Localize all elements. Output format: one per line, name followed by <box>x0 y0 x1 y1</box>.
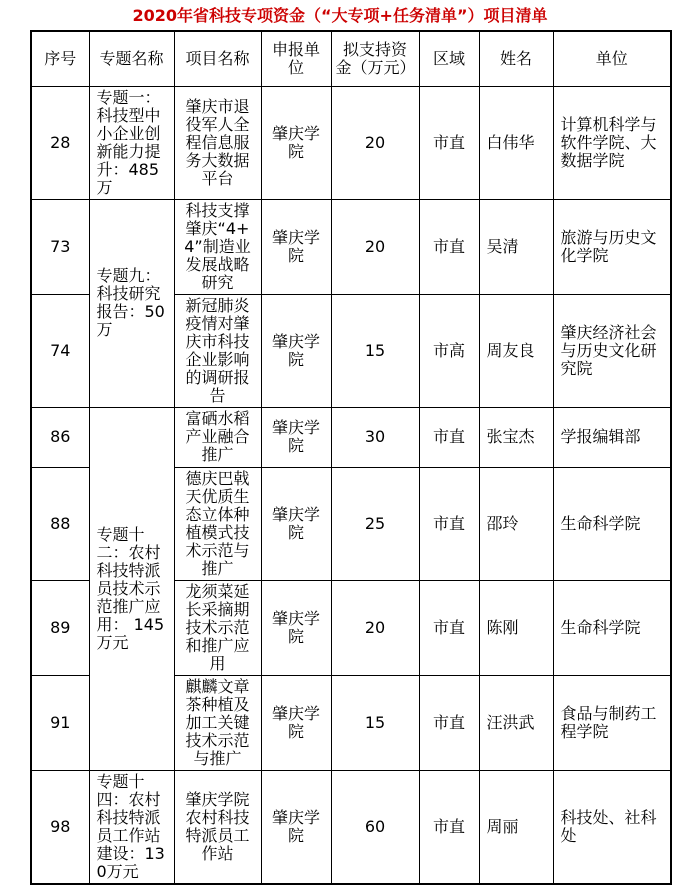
table-cell: 市直 <box>419 770 479 884</box>
header-cell-6: 姓名 <box>479 31 553 86</box>
table-cell: 麒麟文章茶种植及加工关键技术示范与推广 <box>174 675 261 770</box>
header-cell-1: 专题名称 <box>89 31 174 86</box>
table-cell: 生命科学院 <box>553 467 671 580</box>
header-cell-5: 区域 <box>419 31 479 86</box>
table-cell: 肇庆学院 <box>261 675 331 770</box>
table-cell: 市直 <box>419 407 479 467</box>
table-cell: 15 <box>331 675 419 770</box>
table-cell: 肇庆学院 <box>261 294 331 407</box>
table-row <box>31 199 671 294</box>
table-cell: 73 <box>31 199 89 294</box>
table-cell: 德庆巴戟天优质生态立体种植模式技术示范与推广 <box>174 467 261 580</box>
table-cell: 肇庆经济社会与历史文化研究院 <box>553 294 671 407</box>
table-cell: 张宝杰 <box>479 407 553 467</box>
table-cell: 市直 <box>419 86 479 199</box>
table-cell: 龙须菜延长采摘期技术示范和推广应用 <box>174 580 261 675</box>
table-cell: 白伟华 <box>479 86 553 199</box>
projects-table <box>30 30 672 885</box>
header-cell-7: 单位 <box>553 31 671 86</box>
table-cell: 肇庆学院 <box>261 407 331 467</box>
table-cell: 肇庆学院 <box>261 467 331 580</box>
table-cell: 肇庆学院 <box>261 580 331 675</box>
table-body <box>31 86 671 884</box>
table-cell: 陈刚 <box>479 580 553 675</box>
table-cell: 20 <box>331 199 419 294</box>
page-title: 2020年省科技专项资金（“大专项+任务清单”）项目清单 <box>132 6 548 25</box>
table-cell: 74 <box>31 294 89 407</box>
table-cell: 肇庆学院 <box>261 199 331 294</box>
table-cell: 科技支撑肇庆“4+4”制造业发展战略研究 <box>174 199 261 294</box>
table-cell: 15 <box>331 294 419 407</box>
table-cell: 25 <box>331 467 419 580</box>
table-cell: 60 <box>331 770 419 884</box>
table-cell: 86 <box>31 407 89 467</box>
table-cell: 市直 <box>419 199 479 294</box>
table-cell: 20 <box>331 580 419 675</box>
header-cell-4: 拟支持资金（万元） <box>331 31 419 86</box>
table-cell: 生命科学院 <box>553 580 671 675</box>
table-row <box>31 770 671 884</box>
header-cell-3: 申报单位 <box>261 31 331 86</box>
table-cell: 28 <box>31 86 89 199</box>
table-cell: 富硒水稻产业融合推广 <box>174 407 261 467</box>
table-cell: 肇庆学院 <box>261 86 331 199</box>
table-cell: 98 <box>31 770 89 884</box>
table-cell: 周丽 <box>479 770 553 884</box>
table-cell: 吴清 <box>479 199 553 294</box>
table-cell: 专题九：科技研究报告：50万 <box>89 199 174 407</box>
table-cell: 旅游与历史文化学院 <box>553 199 671 294</box>
table-row <box>31 407 671 467</box>
table-row <box>31 86 671 199</box>
table-cell: 30 <box>331 407 419 467</box>
table-cell: 汪洪武 <box>479 675 553 770</box>
table-cell: 肇庆学院农村科技特派员工作站 <box>174 770 261 884</box>
table-cell: 学报编辑部 <box>553 407 671 467</box>
table-header <box>31 31 671 86</box>
table-cell: 89 <box>31 580 89 675</box>
table-cell: 专题十四：农村科技特派员工作站建设：130万元 <box>89 770 174 884</box>
table-cell: 肇庆市退役军人全程信息服务大数据平台 <box>174 86 261 199</box>
table-cell: 肇庆学院 <box>261 770 331 884</box>
table-cell: 市直 <box>419 675 479 770</box>
table-cell: 专题十二：农村科技特派员技术示范推广应用： 145万元 <box>89 407 174 770</box>
table-cell: 20 <box>331 86 419 199</box>
table-cell: 新冠肺炎疫情对肇庆市科技企业影响的调研报告 <box>174 294 261 407</box>
header-cell-2: 项目名称 <box>174 31 261 86</box>
header-cell-0: 序号 <box>31 31 89 86</box>
table-cell: 市高 <box>419 294 479 407</box>
table-cell: 专题一：科技型中小企业创新能力提升：485万 <box>89 86 174 199</box>
table-cell: 91 <box>31 675 89 770</box>
table-cell: 科技处、社科处 <box>553 770 671 884</box>
table-cell: 市直 <box>419 580 479 675</box>
table-cell: 食品与制药工程学院 <box>553 675 671 770</box>
table-cell: 周友良 <box>479 294 553 407</box>
table-cell: 邵玲 <box>479 467 553 580</box>
table-cell: 市直 <box>419 467 479 580</box>
table-cell: 计算机科学与软件学院、大数据学院 <box>553 86 671 199</box>
table-cell: 88 <box>31 467 89 580</box>
